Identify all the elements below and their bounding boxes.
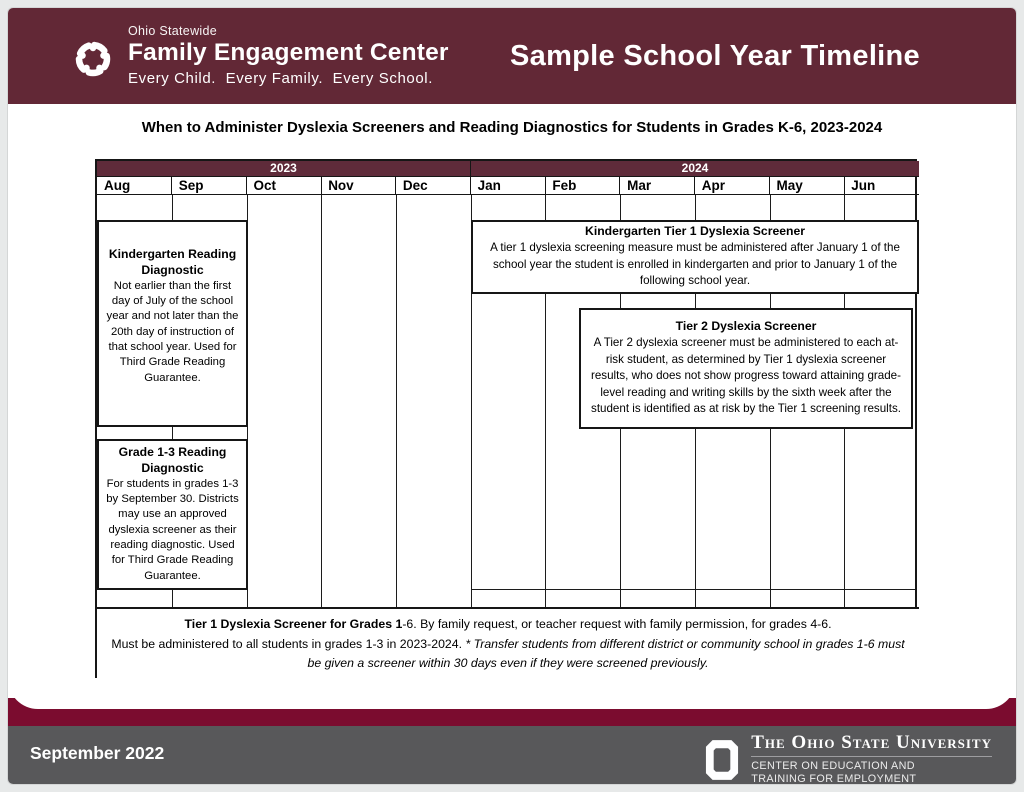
document-subtitle: When to Administer Dyslexia Screeners and Reading Diagnostics for Students in Grades K-6, 2023-2024 (141, 119, 883, 136)
bottom-box-line2-regular: Must be administered to all students in grades 1-3 in 2023-2024. (111, 636, 466, 651)
osu-center-line2: TRAINING FOR EMPLOYMENT (751, 773, 917, 784)
year-cell-2023: 2023 (97, 161, 471, 177)
bottom-box-line1-bold: Tier 1 Dyslexia Screener for Grades 1 (184, 616, 403, 631)
year-row (97, 161, 915, 177)
page-title: Sample School Year Timeline (510, 40, 920, 72)
month-cell-jun: Jun (844, 177, 919, 195)
osu-university-name: The Ohio State University (751, 732, 992, 753)
month-row (97, 177, 915, 195)
calendar-grid (97, 195, 915, 607)
header-banner (8, 8, 1016, 104)
osu-wordmark (751, 733, 992, 784)
month-cell-nov: Nov (321, 177, 396, 195)
month-cell-oct: Oct (247, 177, 322, 195)
box-title: Kindergarten Reading Diagnostic (108, 246, 237, 277)
kindergarten-reading-diagnostic-box (97, 220, 248, 427)
year-cell-2024: 2024 (471, 161, 919, 177)
footer-bar (8, 726, 1016, 784)
org-tagline: Every Child. Every Family. Every School. (128, 69, 433, 87)
month-cell-sep: Sep (172, 177, 247, 195)
timeline-table (95, 159, 917, 678)
kindergarten-tier1-screener-box (471, 220, 919, 294)
osu-divider (751, 756, 992, 757)
bottom-box-line1-rest: -6. By family request, or teacher request with family permission, for grades 4-6. (402, 616, 832, 631)
bottom-box-line1 (111, 615, 905, 635)
month-cell-mar: Mar (620, 177, 695, 195)
osu-center-name (751, 760, 992, 784)
month-cell-feb: Feb (545, 177, 620, 195)
month-cell-dec: Dec (396, 177, 471, 195)
box-title: Tier 2 Dyslexia Screener (675, 319, 817, 334)
tier1-grades-1-6-box (97, 607, 919, 680)
osu-logo-block (705, 733, 992, 784)
month-cell-jan: Jan (471, 177, 546, 195)
grid-line (396, 195, 397, 607)
box-body: For students in grades 1-3 by September 30. Districts may use an approved dyslexia screener as their reading diagnostic. Used for Third Grade Reading Guarantee. (106, 477, 239, 582)
org-name-main: Family Engagement Center (128, 39, 449, 66)
box-body: A tier 1 dyslexia screening measure must be administered after January 1 of the school year the student is enrolled in kindergarten and prior to January 1 of the following school year. (490, 241, 900, 288)
org-logo-text (128, 24, 449, 87)
box-body: Not earlier than the first day of July of the school year and not later than the 20th day of instruction of that school year. Used for Third Grade Reading Guarantee. (106, 279, 239, 384)
tier2-screener-box (579, 308, 913, 429)
month-cell-aug: Aug (97, 177, 172, 195)
box-title: Grade 1-3 Reading Diagnostic (118, 444, 227, 475)
grid-line (321, 195, 322, 607)
org-logo (70, 24, 449, 87)
grade-1-3-reading-diagnostic-box (97, 439, 248, 590)
publication-date: September 2022 (30, 743, 165, 763)
block-o-icon (705, 739, 739, 781)
month-cell-may: May (770, 177, 845, 195)
org-name-top: Ohio Statewide (128, 24, 217, 38)
osu-center-line1: CENTER ON EDUCATION AND (751, 760, 915, 772)
box-body: A Tier 2 dyslexia screener must be administered to each at-risk student, as determined by Tier 1 dyslexia screener results, who does not show progress toward attaining grade-level reading and writing skills by the sixth week after the student is identified as at risk by the Tier 1 screening results. (591, 336, 901, 416)
family-circle-logo-icon (70, 36, 116, 82)
bottom-box-line2-italic: * Transfer students from different district or community school in grades 1-6 must be given a screener within 30 days even if they were screened previously. (307, 636, 905, 671)
bottom-box-line2 (111, 635, 905, 674)
grid-line (471, 589, 915, 590)
month-cell-apr: Apr (695, 177, 770, 195)
box-title: Kindergarten Tier 1 Dyslexia Screener (585, 224, 805, 239)
slide-page (8, 8, 1016, 784)
content-card (8, 104, 1016, 709)
